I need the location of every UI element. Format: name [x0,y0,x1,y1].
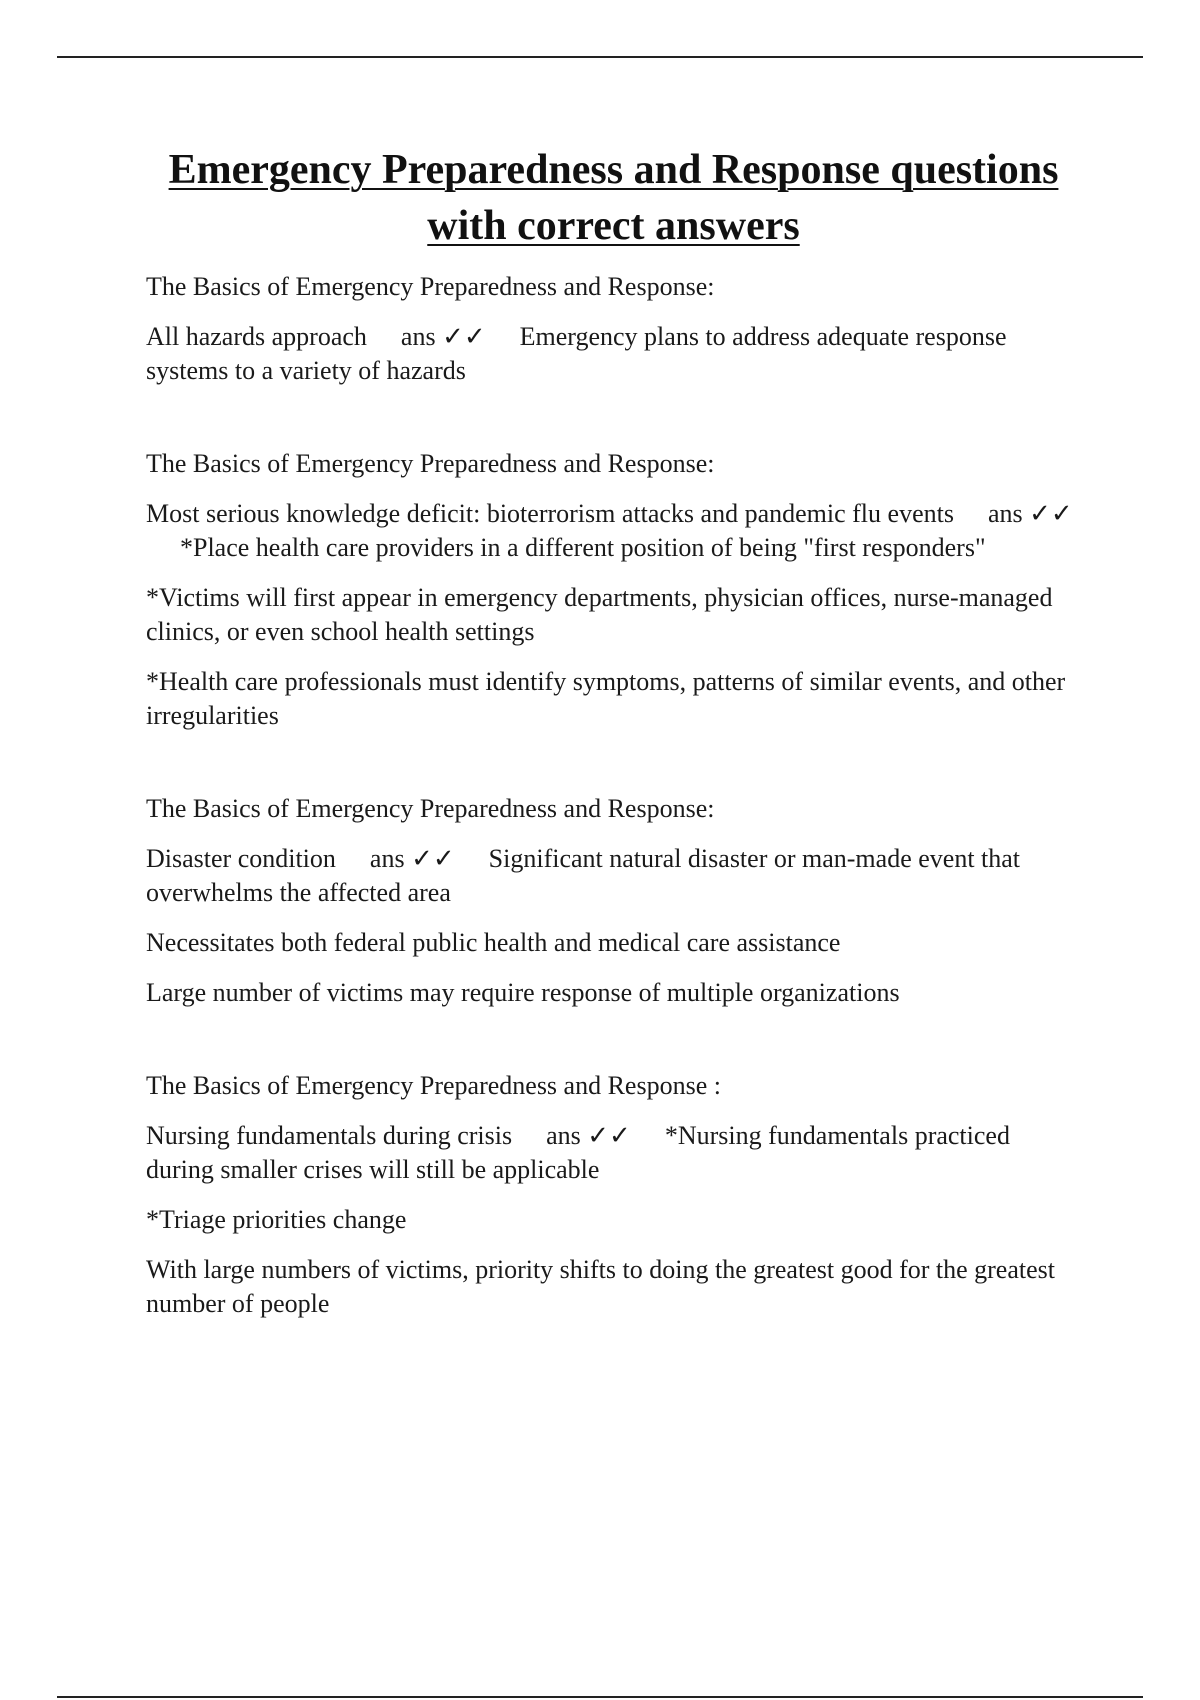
top-rule [57,56,1143,58]
section-heading: The Basics of Emergency Preparedness and Response: [146,794,715,823]
answer-extra: With large numbers of victims, priority shifts to doing the greatest good for the greatest number of people [146,1255,1055,1318]
answer-extra: Large number of victims may require response of multiple organizations [146,978,900,1007]
qa-section [146,447,1081,733]
qa-section [146,792,1081,1010]
section-heading: The Basics of Emergency Preparedness and Response : [146,1071,721,1100]
answer-marker: ans ✓✓ [369,844,455,873]
question-term: Nursing fundamentals during crisis [146,1121,513,1150]
answer-marker: ans ✓✓ [400,322,486,351]
question-answer [146,497,1081,565]
answer-extra: *Triage priorities change [146,1205,407,1234]
question-term: Most serious knowledge deficit: bioterrorism attacks and pandemic flu events [146,499,954,528]
document-body [146,142,1081,1321]
section-heading: The Basics of Emergency Preparedness and Response: [146,272,715,301]
answer-extra: *Health care professionals must identify symptoms, patterns of similar events, and other irregularities [146,667,1066,730]
answer-text: Significant natural disaster or man-made event that overwhelms the affected area [146,844,1021,907]
answer-text: *Nursing fundamentals practiced during smaller crises will still be applicable [146,1121,1010,1184]
qa-section [146,270,1081,388]
question-answer [146,842,1081,910]
document-title: Emergency Preparedness and Response questions with correct answers [168,147,1059,249]
question-answer [146,1119,1081,1187]
question-term: Disaster condition [146,844,336,873]
answer-extra: *Victims will first appear in emergency departments, physician offices, nurse-managed clinics, or even school health settings [146,583,1053,646]
question-answer [146,320,1081,388]
qa-section [146,1069,1081,1321]
answer-extra: Necessitates both federal public health and medical care assistance [146,928,841,957]
section-heading: The Basics of Emergency Preparedness and Response: [146,449,715,478]
answer-marker: ans ✓✓ [987,499,1073,528]
question-term: All hazards approach [146,322,367,351]
answer-text: *Place health care providers in a different position of being "first responders" [180,533,986,562]
answer-marker: ans ✓✓ [546,1121,631,1150]
answer-text: Emergency plans to address adequate response systems to a variety of hazards [146,322,1007,385]
bottom-rule [57,1696,1143,1698]
